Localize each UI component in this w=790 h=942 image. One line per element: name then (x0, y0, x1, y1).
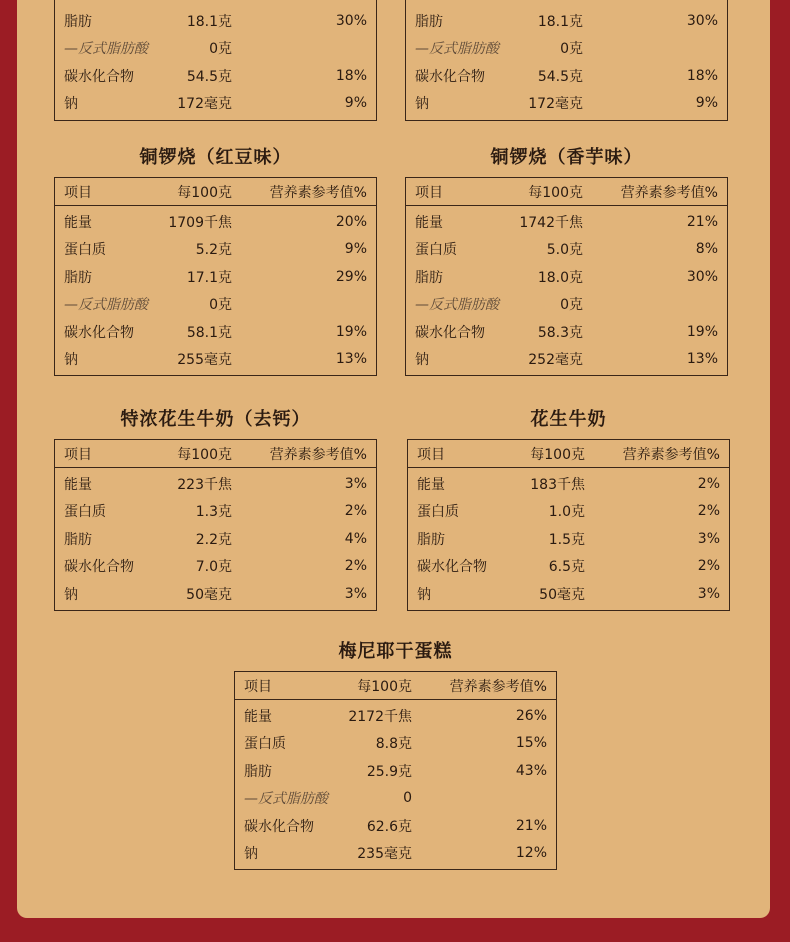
row-nrv: 20% (335, 213, 367, 230)
nutrition-table (234, 671, 557, 870)
table-row (55, 263, 376, 291)
table-header (55, 440, 376, 468)
row-value: 8.8克 (375, 736, 412, 753)
row-value: 0克 (560, 41, 583, 58)
row-nrv: 30% (335, 12, 367, 29)
row-nrv: 21% (515, 817, 547, 834)
header-item: 项目 (244, 678, 272, 695)
row-label: 蛋白质 (244, 736, 286, 753)
row-label: 脂肪 (415, 13, 443, 30)
table-row (406, 236, 727, 264)
row-label: 碳水化合物 (64, 68, 134, 85)
row-label: 脂肪 (64, 531, 92, 548)
row-label: 脂肪 (64, 269, 92, 286)
row-label: 能量 (415, 214, 443, 231)
header-item: 项目 (64, 184, 92, 201)
row-label: 碳水化合物 (244, 818, 314, 835)
table-row (408, 470, 729, 498)
row-nrv: 29% (335, 268, 367, 285)
row-nrv: 18% (686, 67, 718, 84)
nutrition-table (407, 439, 730, 611)
row-value: 18.0克 (537, 269, 583, 286)
table-row (55, 553, 376, 581)
row-value: 17.1克 (186, 269, 232, 286)
row-label: 脂肪 (417, 531, 445, 548)
row-nrv: 19% (335, 323, 367, 340)
row-label: 蛋白质 (64, 242, 106, 259)
row-nrv: 13% (686, 351, 718, 368)
row-value: 58.1克 (186, 324, 232, 341)
table-row (406, 208, 727, 236)
table-row (55, 35, 376, 63)
partial-table-left (54, 0, 377, 121)
table-row (55, 62, 376, 90)
row-value: 18.1克 (537, 13, 583, 30)
table-row (55, 470, 376, 498)
header-per100: 每100克 (357, 678, 412, 695)
table-header (406, 178, 727, 206)
header-per100: 每100克 (177, 184, 232, 201)
row-nrv: 13% (335, 351, 367, 368)
row-value: 1709千焦 (168, 214, 232, 231)
table-row (406, 318, 727, 346)
table-row (406, 90, 727, 118)
row-value: 25.9克 (366, 763, 412, 780)
row-value: 172毫克 (528, 96, 583, 113)
row-label: 脂肪 (64, 13, 92, 30)
table-row (406, 7, 727, 35)
row-label: 碳水化合物 (64, 324, 134, 341)
header-nrv: 营养素参考值% (269, 446, 367, 463)
partial-table-right (405, 0, 728, 121)
row-value: 0克 (209, 41, 232, 58)
row-nrv: 12% (515, 845, 547, 862)
table-header (408, 440, 729, 468)
row-label: 钠 (415, 96, 429, 113)
table-row (55, 7, 376, 35)
product-title: 梅尼耶干蛋糕 (338, 641, 453, 662)
row-nrv: 9% (344, 241, 367, 258)
row-value: 2.2克 (195, 531, 232, 548)
row-value: 5.2克 (195, 242, 232, 259)
row-value: 1.0克 (548, 504, 585, 521)
row-label: 能量 (417, 476, 445, 493)
row-label: —反式脂肪酸 (415, 41, 499, 58)
table-row (55, 318, 376, 346)
header-nrv: 营养素参考值% (269, 184, 367, 201)
row-label: —反式脂肪酸 (415, 297, 499, 314)
table-row (55, 208, 376, 236)
row-nrv: 4% (344, 530, 367, 547)
row-nrv: 9% (344, 95, 367, 112)
table-row (55, 525, 376, 553)
table-row (408, 498, 729, 526)
row-value: 1.5克 (548, 531, 585, 548)
row-nrv: 21% (686, 213, 718, 230)
table-row (235, 730, 556, 758)
table-row (55, 236, 376, 264)
table-body (235, 700, 556, 869)
nutrition-block-red-bean (54, 144, 377, 376)
row-value: 62.6克 (366, 818, 412, 835)
row-nrv: 2% (697, 558, 720, 575)
product-title: 特浓花生牛奶（去钙） (120, 409, 311, 430)
row-label: 能量 (244, 708, 272, 725)
table-body (55, 468, 376, 610)
row-value: 0 (403, 790, 412, 807)
row-value: 235毫克 (357, 846, 412, 863)
nutrition-table (54, 439, 377, 611)
row-nrv: 3% (344, 585, 367, 602)
table-row (408, 525, 729, 553)
header-item: 项目 (64, 446, 92, 463)
table-body (55, 0, 376, 119)
header-nrv: 营养素参考值% (622, 446, 720, 463)
header-nrv: 营养素参考值% (449, 678, 547, 695)
table-row (406, 62, 727, 90)
nutrition-block-peanut-milk-rich (54, 406, 377, 611)
row-label: 能量 (64, 476, 92, 493)
header-per100: 每100克 (528, 184, 583, 201)
row-value: 223千焦 (177, 476, 232, 493)
row-label: —反式脂肪酸 (244, 791, 328, 808)
table-body (406, 206, 727, 375)
table-row (235, 840, 556, 868)
row-label: 碳水化合物 (415, 68, 485, 85)
row-value: 50毫克 (539, 586, 585, 603)
table-body (55, 206, 376, 375)
row-label: 蛋白质 (417, 504, 459, 521)
row-label: 钠 (64, 586, 78, 603)
table-row (235, 812, 556, 840)
row-label: 能量 (64, 214, 92, 231)
row-value: 54.5克 (186, 68, 232, 85)
row-nrv: 3% (344, 475, 367, 492)
row-label: —反式脂肪酸 (64, 41, 148, 58)
table-header (235, 672, 556, 700)
row-value: 7.0克 (195, 559, 232, 576)
row-label: —反式脂肪酸 (64, 297, 148, 314)
nutrition-table (405, 177, 728, 376)
row-nrv: 19% (686, 323, 718, 340)
row-value: 50毫克 (186, 586, 232, 603)
row-nrv: 3% (697, 585, 720, 602)
row-label: 碳水化合物 (415, 324, 485, 341)
row-value: 2172千焦 (348, 708, 412, 725)
nutrition-block-taro (405, 144, 728, 376)
product-title: 花生牛奶 (530, 409, 607, 430)
table-row (406, 291, 727, 319)
row-value: 252毫克 (528, 352, 583, 369)
row-label: 钠 (417, 586, 431, 603)
row-value: 0克 (209, 297, 232, 314)
product-title: 铜锣烧（香芋味） (490, 147, 643, 168)
row-value: 172毫克 (177, 96, 232, 113)
row-label: 钠 (64, 96, 78, 113)
nutrition-block-peanut-milk (407, 406, 730, 611)
row-label: 钠 (415, 352, 429, 369)
row-label: 钠 (64, 352, 78, 369)
row-label: 蛋白质 (64, 504, 106, 521)
table-row (408, 553, 729, 581)
row-value: 6.5克 (548, 559, 585, 576)
header-nrv: 营养素参考值% (620, 184, 718, 201)
row-value: 1742千焦 (519, 214, 583, 231)
row-nrv: 2% (344, 558, 367, 575)
table-row (55, 580, 376, 608)
row-nrv: 43% (515, 762, 547, 779)
table-body (408, 468, 729, 610)
row-nrv: 2% (344, 503, 367, 520)
row-nrv: 18% (335, 67, 367, 84)
row-label: 蛋白质 (415, 242, 457, 259)
row-value: 18.1克 (186, 13, 232, 30)
nutrition-block-madeleine (234, 638, 557, 870)
row-nrv: 9% (695, 95, 718, 112)
product-title: 铜锣烧（红豆味） (139, 147, 292, 168)
row-nrv: 15% (515, 735, 547, 752)
table-row (408, 580, 729, 608)
table-row (55, 498, 376, 526)
row-value: 1.3克 (195, 504, 232, 521)
table-row (406, 263, 727, 291)
header-item: 项目 (417, 446, 445, 463)
row-value: 255毫克 (177, 352, 232, 369)
table-header (55, 178, 376, 206)
row-nrv: 8% (695, 241, 718, 258)
table-row (235, 757, 556, 785)
row-value: 58.3克 (537, 324, 583, 341)
row-nrv: 2% (697, 475, 720, 492)
row-value: 0克 (560, 297, 583, 314)
row-label: 脂肪 (244, 763, 272, 780)
table-row (406, 346, 727, 374)
row-nrv: 26% (515, 707, 547, 724)
row-nrv: 2% (697, 503, 720, 520)
row-label: 碳水化合物 (417, 559, 487, 576)
row-value: 54.5克 (537, 68, 583, 85)
row-label: 钠 (244, 846, 258, 863)
header-per100: 每100克 (530, 446, 585, 463)
header-per100: 每100克 (177, 446, 232, 463)
nutrition-table (54, 177, 377, 376)
table-row (55, 90, 376, 118)
header-item: 项目 (415, 184, 443, 201)
row-value: 5.0克 (546, 242, 583, 259)
row-nrv: 30% (686, 12, 718, 29)
table-body (406, 0, 727, 119)
row-label: 脂肪 (415, 269, 443, 286)
table-row (55, 291, 376, 319)
row-nrv: 30% (686, 268, 718, 285)
table-row (235, 785, 556, 813)
table-row (235, 702, 556, 730)
table-row (55, 346, 376, 374)
row-label: 碳水化合物 (64, 559, 134, 576)
row-nrv: 3% (697, 530, 720, 547)
table-row (406, 35, 727, 63)
row-value: 183千焦 (530, 476, 585, 493)
